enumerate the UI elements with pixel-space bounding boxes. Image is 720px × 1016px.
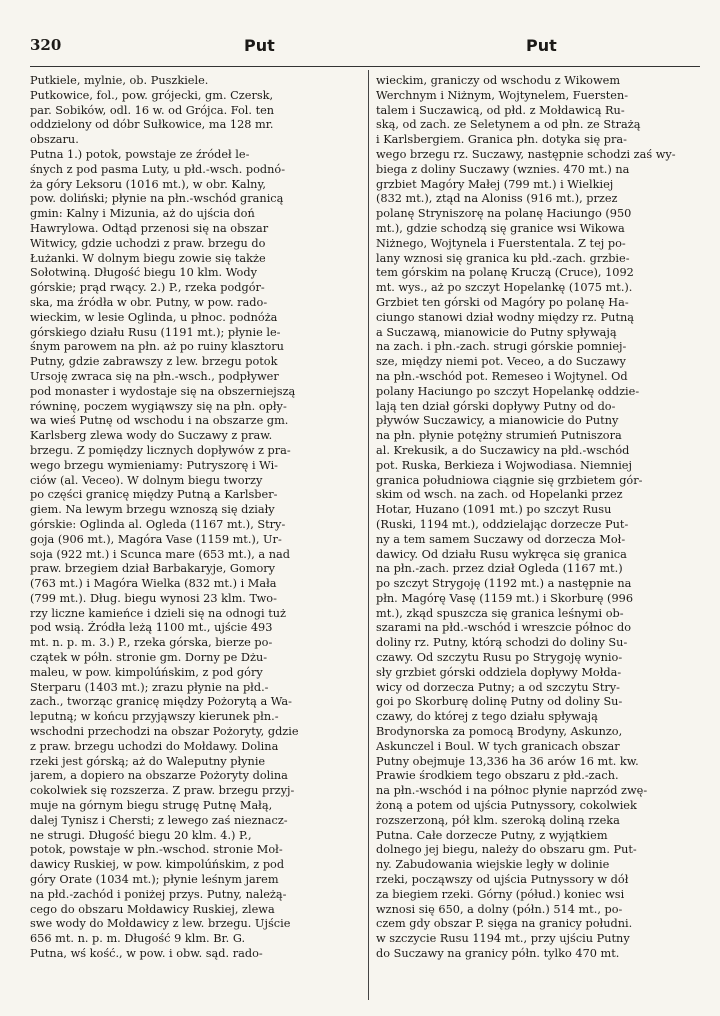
text-line: polanę Stryniszorę na polanę Haciungo (950 xyxy=(376,207,632,221)
text-line: leputną; w końcu przyjąwszy kierunek płn.- xyxy=(30,710,279,724)
text-line: rzeki jest górską; aż do Waleputny płynie xyxy=(30,754,266,768)
text-line: dawicy. Od działu Rusu wykręca się granica xyxy=(376,547,627,561)
text-line: goi po Skorburę dolinę Putny od doliny Su- xyxy=(376,695,623,709)
text-line: po szczyt Strygoję (1192 mt.) a następnie na xyxy=(376,577,632,591)
text-line: Karlsberg zlewa wody do Suczawy z praw. xyxy=(30,429,273,443)
text-line: ne strugi. Długość biegu 20 klm. 4.) P., xyxy=(30,828,252,842)
text-line: na płn.-zach. przez dział Ogleda (1167 mt.) xyxy=(376,562,623,576)
text-line: górskiego działu Rusu (1191 mt.); płynie le- xyxy=(30,325,281,339)
text-line: muje na górnym biegu strugę Putnę Małą, xyxy=(30,799,273,813)
text-line: oddzielony od dóbr Sułkowice, ma 128 mr. xyxy=(30,118,274,132)
text-line: ny. Zabudowania wiejskie legły w dolinie xyxy=(376,858,610,872)
text-line: Witwicy, gdzie uchodzi z praw. brzegu do xyxy=(30,236,266,250)
text-line: potok, powstaje w płn.-wschod. stronie Moł- xyxy=(30,843,283,857)
text-line: (763 mt.) i Magóra Wielka (832 mt.) i Mała xyxy=(30,577,277,591)
text-line: na płn. płynie potężny strumień Putniszora xyxy=(376,429,622,443)
text-line: Łużanki. W dolnym biegu zowie się także xyxy=(30,251,266,265)
text-line: szarami na płd.-wschód i wreszcie północ do xyxy=(376,621,632,635)
text-line: mt. wys., aż po szczyt Hopelankę (1075 mt.). xyxy=(376,281,633,295)
text-line: Hotar, Huzano (1091 mt.) po szczyt Rusu xyxy=(376,503,612,517)
text-line: praw. brzegiem dział Barbakaryje, Gomory xyxy=(30,562,276,576)
text-line: Putkowice, fol., pow. grójecki, gm. Czersk, xyxy=(30,88,274,102)
running-head-left: Put xyxy=(244,36,275,55)
text-line: swe wody do Mołdawicy z lew. brzegu. Ujście xyxy=(30,917,291,931)
text-line: grzbiet Magóry Małej (799 mt.) i Wielkiej xyxy=(376,177,614,191)
text-line: wego brzegu wymieniamy: Putryszorę i Wi- xyxy=(30,458,278,472)
text-line: wznosi się 650, a dolny (półn.) 514 mt., po- xyxy=(376,902,623,916)
text-line: Putny obejmuje 13,336 ha 36 arów 16 mt. kw. xyxy=(376,754,639,768)
text-line: lają ten dział górski dopływy Putny od do- xyxy=(376,399,616,413)
text-line: Putna 1.) potok, powstaje ze źródeł le- xyxy=(30,147,250,161)
text-line: wicy od dorzecza Putny; a od szczytu Stry- xyxy=(376,680,620,694)
text-line: giem. Na lewym brzegu wznoszą się działy xyxy=(30,503,275,517)
text-line: goja (906 mt.), Magóra Vase (1159 mt.), Ur- xyxy=(30,532,282,546)
text-line: sze, między niemi pot. Veceo, a do Suczawy xyxy=(376,355,626,369)
text-line: czawy, do której z tego działu spływają xyxy=(376,710,598,724)
text-line: rzy liczne kamieńce i dzieli się na odnogi tuż xyxy=(30,606,286,620)
text-line: 656 mt. n. p. m. Długość 9 klm. Br. G. xyxy=(30,932,246,946)
text-line: w szczycie Rusu 1194 mt., przy ujściu Putny xyxy=(376,932,630,946)
text-line: ciów (al. Veceo). W dolnym biegu tworzy xyxy=(30,473,263,487)
text-line: Putna. Całe dorzecze Putny, z wyjątkiem xyxy=(376,828,608,842)
text-line: czawy. Od szczytu Rusu po Strygoję wyniо- xyxy=(376,651,623,665)
text-line: Sołotwiną. Długość biegu 10 klm. Wody xyxy=(30,266,257,280)
text-line: skim od wsch. na zach. od Hopelanki przez xyxy=(376,488,623,502)
text-line: czątek w półn. stronie gm. Dorny pe Dżu- xyxy=(30,651,268,665)
text-line: soja (922 mt.) i Scunca mare (653 mt.), a nad xyxy=(30,547,290,561)
text-line: pot. Ruska, Berkieza i Wojwodiasa. Niemniej xyxy=(376,458,632,472)
text-line: jarem, a dopiero na obszarze Pożoryty dolina xyxy=(30,769,288,783)
text-line: ny a tem samem Suczawy od dorzecza Moł- xyxy=(376,532,626,546)
text-line: z praw. brzegu uchodzi do Mołdawy. Dolina xyxy=(30,739,279,753)
text-line: gmin: Kalny i Mizunia, aż do ujścia doń xyxy=(30,207,255,221)
right-column xyxy=(376,74,701,962)
text-line: a Suczawą, mianowicie do Putny spływają xyxy=(376,325,617,339)
text-line: cokolwiek się rozszerza. Z praw. brzegu przyj- xyxy=(30,784,295,798)
text-line: pod monaster i wydostaje się na obszerniejszą xyxy=(30,384,296,398)
text-line: do Suczawy na granicy półn. tylko 470 mt. xyxy=(376,947,620,961)
text-line: wa wieś Putnę od wschodu i na obszarze gm. xyxy=(30,414,289,428)
text-line: dalej Tynisz i Chersti; z lewego zaś nieznacz- xyxy=(30,813,288,827)
page-header xyxy=(30,36,700,58)
text-line: płn. Magórę Vasę (1159 mt.) i Skorburę (996 xyxy=(376,591,634,605)
text-line: (799 mt.). Dług. biegu wynosi 23 klm. Two- xyxy=(30,591,277,605)
text-line: granica południowa ciągnie się grzbietem gór- xyxy=(376,473,643,487)
text-line: sły grzbiet górski oddziela dopływy Mołda- xyxy=(376,665,622,679)
text-line: śnym parowem na płn. aż po ruiny klasztoru xyxy=(30,340,284,354)
text-line: cego do obszaru Mołdawicy Ruskiej, zlewa xyxy=(30,902,275,916)
text-line: Putny, gdzie zabrawszy z lew. brzegu potok xyxy=(30,355,278,369)
text-line: Sterparu (1403 mt.); zrazu płynie na płd.- xyxy=(30,680,269,694)
text-line: za biegiem rzeki. Górny (półud.) koniec wsi xyxy=(376,887,625,901)
page-number: 320 xyxy=(30,36,62,54)
text-line: talem i Suczawicą, od płd. z Mołdawicą Ru- xyxy=(376,103,625,117)
text-line: al. Krekusik, a do Suczawicy na płd.-wschód xyxy=(376,443,630,457)
text-line: żoną a potem od ujścia Putnyssory, cokolwiek xyxy=(376,799,637,813)
text-line: góry Orate (1034 mt.); płynie leśnym jarem xyxy=(30,873,279,887)
text-line: rozszerzoną, pół klm. szeroką doliną rzeka xyxy=(376,813,620,827)
text-line: mt.), gdzie schodzą się granice wsi Wikowa xyxy=(376,221,625,235)
text-line: Ursoję zwraca się na płn.-wsch., podpływer xyxy=(30,369,279,383)
text-line: mt.), zkąd spuszcza się granica leśnymi ob- xyxy=(376,606,624,620)
text-line: ska, ma źródła w obr. Putny, w pow. rado- xyxy=(30,295,268,309)
text-line: ską, od zach. ze Seletynem a od płn. ze Strażą xyxy=(376,118,641,132)
text-line: biega z doliny Suczawy (wznies. 470 mt.) na xyxy=(376,162,630,176)
text-line: ciungo stanowi dział wodny między rz. Putną xyxy=(376,310,635,324)
text-line: zach., tworząc granicę między Pożorytą a Wa- xyxy=(30,695,292,709)
text-line: wieckim, w lesie Oglinda, u płnoc. podnóża xyxy=(30,310,278,324)
text-line: obszaru. xyxy=(30,133,79,147)
text-line: górskie; prąd rwący. 2.) P., rzeka podgór- xyxy=(30,281,265,295)
text-line: śnych z pod pasma Luty, u płd.-wsch. podnó- xyxy=(30,162,286,176)
text-line: pływów Suczawicy, a mianowicie do Putny xyxy=(376,414,619,428)
text-line: mt. n. p. m. 3.) P., rzeka górska, bierze po- xyxy=(30,636,273,650)
text-line: lany wznosi się granica ku płd.-zach. grzbie- xyxy=(376,251,630,265)
text-line: na płn.-wschód i na północ płynie naprzód zwę- xyxy=(376,784,648,798)
text-line: Hawrylowa. Odtąd przenosi się na obszar xyxy=(30,221,269,235)
text-line: rzeki, począwszy od ujścia Putnyssory w dół xyxy=(376,873,629,887)
header-rule xyxy=(30,66,700,67)
text-line: doliny rz. Putny, którą schodzi do doliny Su- xyxy=(376,636,628,650)
text-line: brzegu. Z pomiędzy licznych dopływów z pra- xyxy=(30,443,291,457)
text-line: (Ruski, 1194 mt.), oddzielając dorzecze Put- xyxy=(376,517,629,531)
text-line: wego brzegu rz. Suczawy, następnie schodzi zaś wy- xyxy=(376,147,676,161)
text-line: wieckim, graniczy od wschodu z Wikowem xyxy=(376,74,621,87)
text-line: pow. doliński; płynie na płn.-wschód granicą xyxy=(30,192,284,206)
text-line: Werchnym i Niżnym, Wojtynelem, Fuersten- xyxy=(376,88,629,102)
text-line: Brodynorska za pomocą Brodyny, Askunzo, xyxy=(376,725,623,739)
text-line: równinę, poczem wygiąwszy się na płn. opły- xyxy=(30,399,287,413)
text-line: na zach. i płn.-zach. strugi górskie pomniej- xyxy=(376,340,627,354)
text-line: na płn.-wschód pot. Remeseo i Wojtynel. Od xyxy=(376,369,628,383)
text-line: Askunczel i Boul. W tych granicach obszar xyxy=(376,739,620,753)
text-line: Putkiele, mylnie, ob. Puszkiele. xyxy=(30,74,209,87)
text-line: na płd.-zachód i poniżej przys. Putny, należą- xyxy=(30,887,287,901)
text-line: i Karlsbergiem. Granica płn. dotyka się pra- xyxy=(376,133,627,147)
text-line: par. Sobików, odl. 16 w. od Grójca. Fol. ten xyxy=(30,103,275,117)
text-line: (832 mt.), ztąd na Aloniss (916 mt.), przez xyxy=(376,192,618,206)
text-line: maleu, w pow. kimpolúńskim, z pod góry xyxy=(30,665,263,679)
text-line: Niżnego, Wojtynela i Fuerstentala. Z tej po- xyxy=(376,236,626,250)
text-line: tem górskim na polanę Kruczą (Cruce), 1092 xyxy=(376,266,634,280)
text-line: górskie: Oglinda al. Ogleda (1167 mt.), Stry- xyxy=(30,517,286,531)
text-line: po części granicę między Putną a Karlsber- xyxy=(30,488,278,502)
text-line: ża góry Leksoru (1016 mt.), w obr. Kalny, xyxy=(30,177,266,191)
column-divider xyxy=(368,70,369,1000)
text-line: czem gdy obszar P. sięga na granicy południ. xyxy=(376,917,633,931)
text-line: dawicy Ruskiej, w pow. kimpolúńskim, z pod xyxy=(30,858,285,872)
text-line: Prawie środkiem tego obszaru z płd.-zach. xyxy=(376,769,619,783)
text-line: dolnego jej biegu, należy do obszaru gm. Put- xyxy=(376,843,637,857)
text-line: Grzbiet ten górski od Magóry po polanę Ha- xyxy=(376,295,629,309)
left-column xyxy=(30,74,355,962)
text-line: Putna, wś kość., w pow. i obw. sąd. rado- xyxy=(30,947,263,961)
text-line: wschodni przechodzi na obszar Pożoryty, gdzie xyxy=(30,725,299,739)
text-line: polany Haciungo po szczyt Hopelankę oddzie- xyxy=(376,384,640,398)
running-head-right: Put xyxy=(526,36,557,55)
text-line: pod wsią. Źródła leżą 1100 mt., ujście 493 xyxy=(30,621,273,635)
